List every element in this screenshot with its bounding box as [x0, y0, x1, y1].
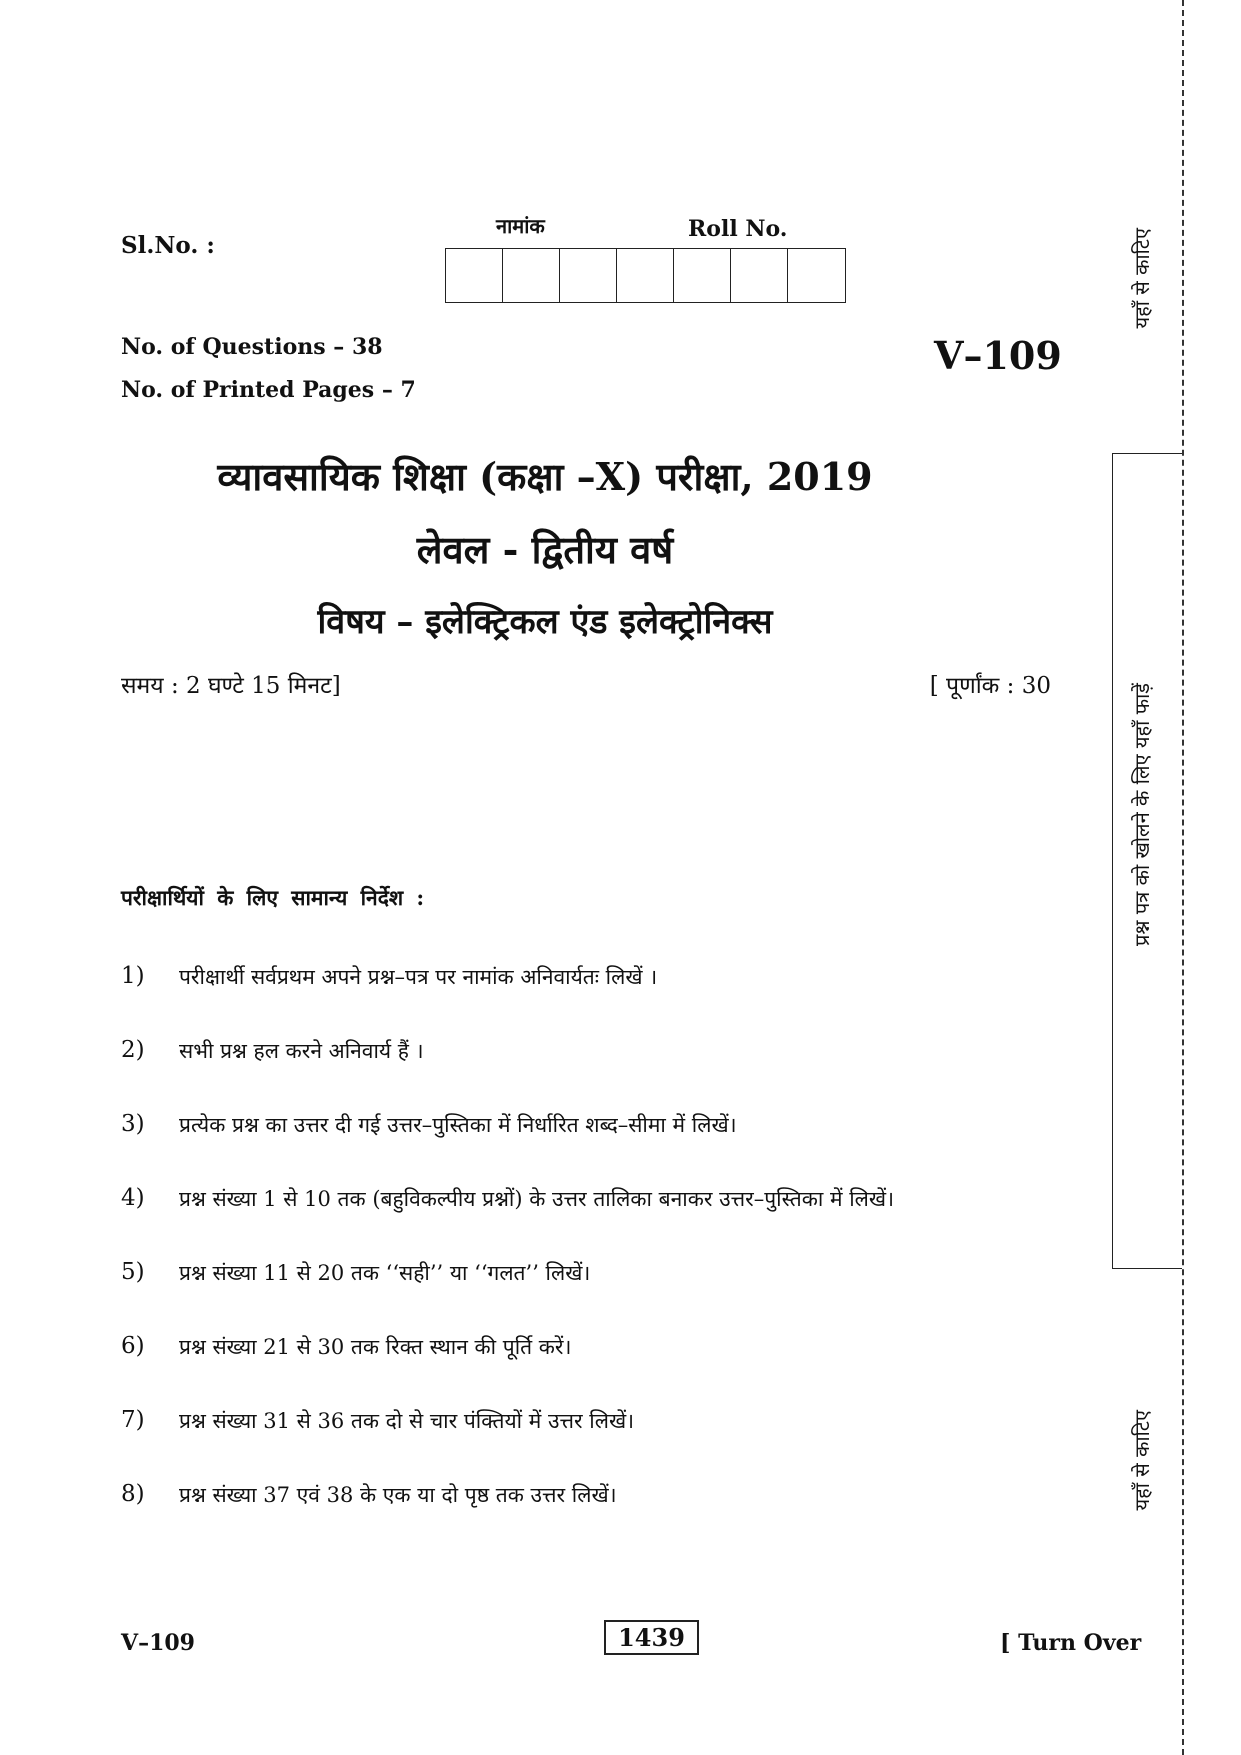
- instructions-heading: परीक्षार्थियों के लिए सामान्य निर्देश :: [121, 885, 425, 910]
- instruction-number: 6): [121, 1333, 145, 1359]
- maximum-marks: [ पूर्णांक : 30: [929, 673, 1051, 699]
- number-of-printed-pages: No. of Printed Pages – 7: [121, 377, 416, 403]
- instruction-item: [121, 1481, 1041, 1509]
- instruction-number: 4): [121, 1185, 145, 1211]
- number-of-questions: No. of Questions – 38: [121, 334, 383, 360]
- instruction-item: [121, 1333, 1041, 1361]
- instruction-number: 1): [121, 963, 145, 989]
- perforation-line: [1182, 0, 1184, 1755]
- exam-title: व्यावसायिक शिक्षा (कक्षा –X) परीक्षा, 2019: [217, 454, 873, 499]
- instruction-text: प्रश्न संख्या 21 से 30 तक रिक्त स्थान की पूर्ति करें।: [179, 1335, 572, 1359]
- cut-here-bottom-label: यहाँ से काटिए: [1130, 1410, 1154, 1511]
- subject-title: विषय – इलेक्ट्रिकल एंड इलेक्ट्रोनिक्स: [317, 602, 773, 642]
- instruction-item: [121, 1185, 1041, 1213]
- instruction-text: प्रश्न संख्या 37 एवं 38 के एक या दो पृष्ठ तक उत्तर लिखें।: [179, 1483, 617, 1507]
- instruction-number: 7): [121, 1407, 145, 1433]
- roll-number-cell[interactable]: [674, 249, 731, 302]
- instruction-number: 5): [121, 1259, 145, 1285]
- instruction-text: प्रत्येक प्रश्न का उत्तर दी गई उत्तर–पुस्तिका में निर्धारित शब्द–सीमा में लिखें।: [179, 1113, 737, 1137]
- cut-here-top-label: यहाँ से काटिए: [1130, 228, 1154, 329]
- paper-code: V–109: [934, 333, 1062, 378]
- instruction-text: सभी प्रश्न हल करने अनिवार्य हैं ।: [179, 1039, 424, 1063]
- instruction-number: 2): [121, 1037, 145, 1063]
- roll-number-cell[interactable]: [446, 249, 503, 302]
- instruction-text: प्रश्न संख्या 31 से 36 तक दो से चार पंक्तियों में उत्तर लिखें।: [179, 1409, 635, 1433]
- roll-number-cell[interactable]: [617, 249, 674, 302]
- page-number-box: 1439: [604, 1620, 699, 1655]
- serial-number-label: Sl.No. :: [121, 232, 215, 259]
- roll-number-label: Roll No.: [688, 216, 788, 242]
- instruction-item: [121, 963, 1041, 991]
- instruction-item: [121, 1037, 1041, 1065]
- instruction-text: प्रश्न संख्या 11 से 20 तक ‘‘सही’’ या ‘‘गलत’’ लिखें।: [179, 1261, 591, 1285]
- instruction-item: [121, 1111, 1041, 1139]
- turn-over-label: [ Turn Over: [1000, 1630, 1142, 1656]
- roll-number-boxes: [445, 248, 846, 303]
- roll-number-cell[interactable]: [560, 249, 617, 302]
- open-here-label: प्रश्न पत्र को खोलने के लिए यहाँ फाड़ें: [1130, 683, 1154, 947]
- level-title: लेवल - द्वितीय वर्ष: [416, 527, 674, 572]
- roll-number-cell[interactable]: [731, 249, 788, 302]
- namank-label: नामांक: [496, 214, 545, 238]
- instruction-item: [121, 1407, 1041, 1435]
- instruction-text: प्रश्न संख्या 1 से 10 तक (बहुविकल्पीय प्रश्नों) के उत्तर तालिका बनाकर उत्तर–पुस्तिका में लिखें।: [179, 1187, 895, 1211]
- instruction-text: परीक्षार्थी सर्वप्रथम अपने प्रश्न–पत्र पर नामांक अनिवार्यतः लिखें ।: [179, 965, 658, 989]
- roll-number-cell[interactable]: [503, 249, 560, 302]
- instruction-number: 3): [121, 1111, 145, 1137]
- time-allowed: समय : 2 घण्टे 15 मिनट]: [121, 673, 341, 699]
- roll-number-cell[interactable]: [788, 249, 845, 302]
- footer-paper-code: V–109: [121, 1630, 195, 1656]
- instruction-item: [121, 1259, 1041, 1287]
- instruction-number: 8): [121, 1481, 145, 1507]
